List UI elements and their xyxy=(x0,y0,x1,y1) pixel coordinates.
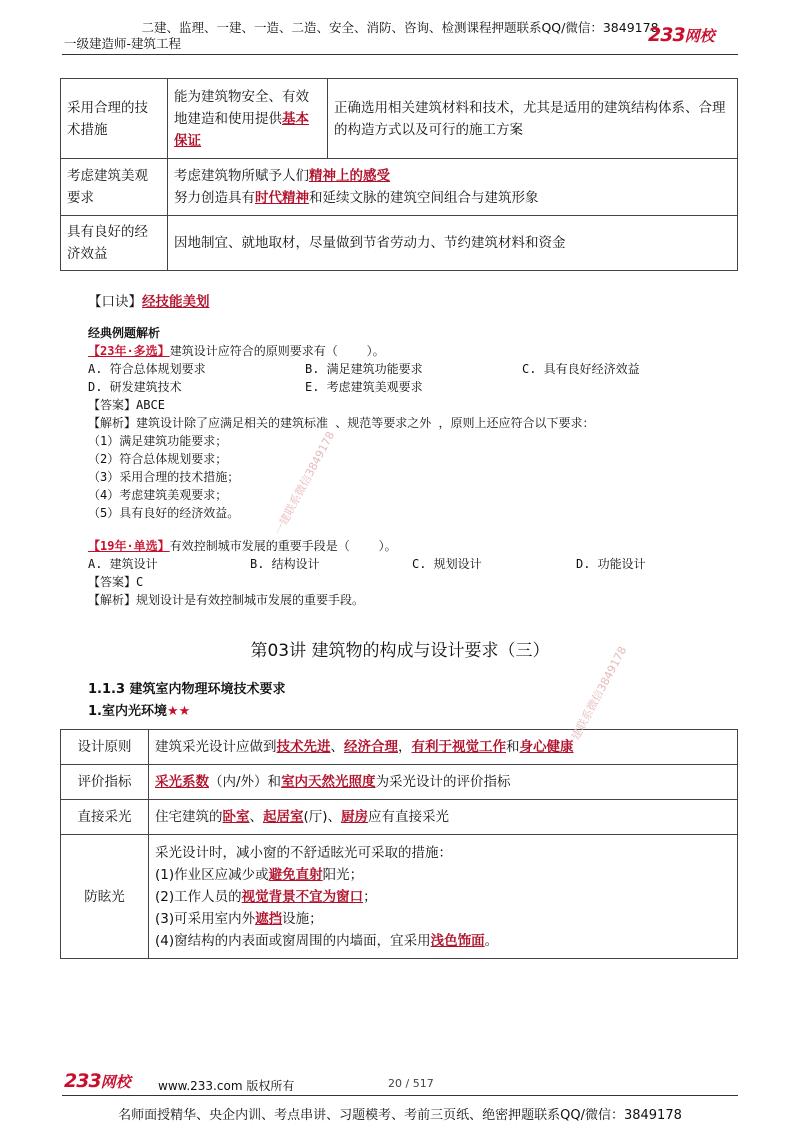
footer-site: www.233.com 版权所有 xyxy=(158,1079,295,1093)
table-row xyxy=(61,800,738,835)
row-label: 具有良好的经济效益 xyxy=(61,216,168,271)
watermark: 一建联系微信3849178 xyxy=(271,429,338,538)
row-detail: 考虑建筑物所赋予人们精神上的感受 努力创造具有时代精神和延续文脉的建筑空间组合与建筑形象 xyxy=(168,159,738,216)
row-label: 防眩光 xyxy=(61,835,149,959)
q2-option-b: B. 结构设计 xyxy=(250,557,320,571)
q2-analysis: 【解析】规划设计是有效控制城市发展的重要手段。 xyxy=(88,593,365,607)
lecture-title: 第03讲 建筑物的构成与设计要求（三） xyxy=(250,641,550,661)
row-detail: 建筑采光设计应做到技术先进、经济合理，有利于视觉工作和身心健康 xyxy=(149,730,738,765)
row-label: 设计原则 xyxy=(61,730,149,765)
mnemonic: 【口诀】经技能美划 xyxy=(88,294,210,310)
table-row xyxy=(61,765,738,800)
q1-analysis: 【解析】建筑设计除了应满足相关的建筑标准 、规范等要求之外 ，原则上还应符合以下要求： xyxy=(88,416,595,430)
table-row xyxy=(61,730,738,765)
row-detail: 采光设计时，减小窗的不舒适眩光可采取的措施： (1)作业区应减少或避免直射阳光； (2)工作人员的视觉背景不宜为窗口； (3)可采用室内外遮挡设施； (4)窗结构的内表面或窗周围的内墙面，宜采用浅色饰面。 xyxy=(149,835,738,959)
table-row xyxy=(61,79,738,159)
row-detail: 住宅建筑的卧室、起居室(厅)、厨房应有直接采光 xyxy=(149,800,738,835)
table-row xyxy=(61,835,738,959)
q1-point-3: （3）采用合理的技术措施； xyxy=(88,470,240,484)
table-row xyxy=(61,159,738,216)
q1-point-1: （1）满足建筑功能要求； xyxy=(88,434,228,448)
section-heading: 1.1.3 建筑室内物理环境技术要求 xyxy=(88,682,286,697)
q1-point-4: （4）考虑建筑美观要求； xyxy=(88,488,228,502)
principles-table xyxy=(60,78,738,271)
q1-point-2: （2）符合总体规划要求； xyxy=(88,452,228,466)
footer-logo: 233网校 xyxy=(64,1070,131,1092)
footer-rule xyxy=(62,1095,738,1096)
row-label: 评价指标 xyxy=(61,765,149,800)
q1-stem: 【23年·多选】建筑设计应符合的原则要求有（ ）。 xyxy=(88,344,385,358)
row-label: 考虑建筑美观要求 xyxy=(61,159,168,216)
row-detail: 采光系数（内/外）和室内天然光照度为采光设计的评价指标 xyxy=(149,765,738,800)
row-label: 采用合理的技术措施 xyxy=(61,79,168,159)
page-number: 20 / 517 xyxy=(388,1077,434,1090)
q1-point-5: （5）具有良好的经济效益。 xyxy=(88,506,240,520)
header-rule xyxy=(62,54,738,55)
row-detail: 因地制宜、就地取材，尽量做到节省劳动力、节约建筑材料和资金 xyxy=(168,216,738,271)
row-label: 直接采光 xyxy=(61,800,149,835)
header-logo: 233网校 xyxy=(648,24,715,46)
star-icon: ★★ xyxy=(166,704,191,719)
row-detail: 正确选用相关建筑材料和技术，尤其是适用的建筑结构体系、合理的构造方式以及可行的施工方案 xyxy=(328,79,738,159)
header-subtitle: 一级建造师-建筑工程 xyxy=(64,36,182,51)
q2-option-a: A. 建筑设计 xyxy=(88,557,158,571)
table-row xyxy=(61,216,738,271)
q2-option-c: C. 规划设计 xyxy=(412,557,482,571)
examples-heading: 经典例题解析 xyxy=(88,326,161,340)
q1-option-d: D. 研发建筑技术 xyxy=(88,380,182,394)
footer-contact-line: 名师面授精华、央企内训、考点串讲、习题模考、考前三页纸、绝密押题联系QQ/微信：3849178 xyxy=(118,1108,682,1123)
q1-option-b: B. 满足建筑功能要求 xyxy=(305,362,423,376)
watermark: 一建联系微信3849178 xyxy=(563,644,630,753)
q1-option-c: C. 具有良好经济效益 xyxy=(522,362,640,376)
header-contact-line: 二建、监理、一建、一造、二造、安全、消防、咨询、检测课程押题联系QQ/微信：3849178 xyxy=(141,20,659,35)
q2-answer: 【答案】C xyxy=(88,575,144,589)
q2-option-d: D. 功能设计 xyxy=(576,557,646,571)
row-middle: 能为建筑物安全、有效地建造和使用提供基本保证 xyxy=(168,79,328,159)
q1-option-e: E. 考虑建筑美观要求 xyxy=(305,380,423,394)
subsection-heading: 1.室内光环境★★ xyxy=(88,704,191,719)
q1-option-a: A. 符合总体规划要求 xyxy=(88,362,206,376)
q1-answer: 【答案】ABCE xyxy=(88,398,165,412)
q2-stem: 【19年·单选】有效控制城市发展的重要手段是（ ）。 xyxy=(88,539,397,553)
light-environment-table xyxy=(60,729,738,959)
